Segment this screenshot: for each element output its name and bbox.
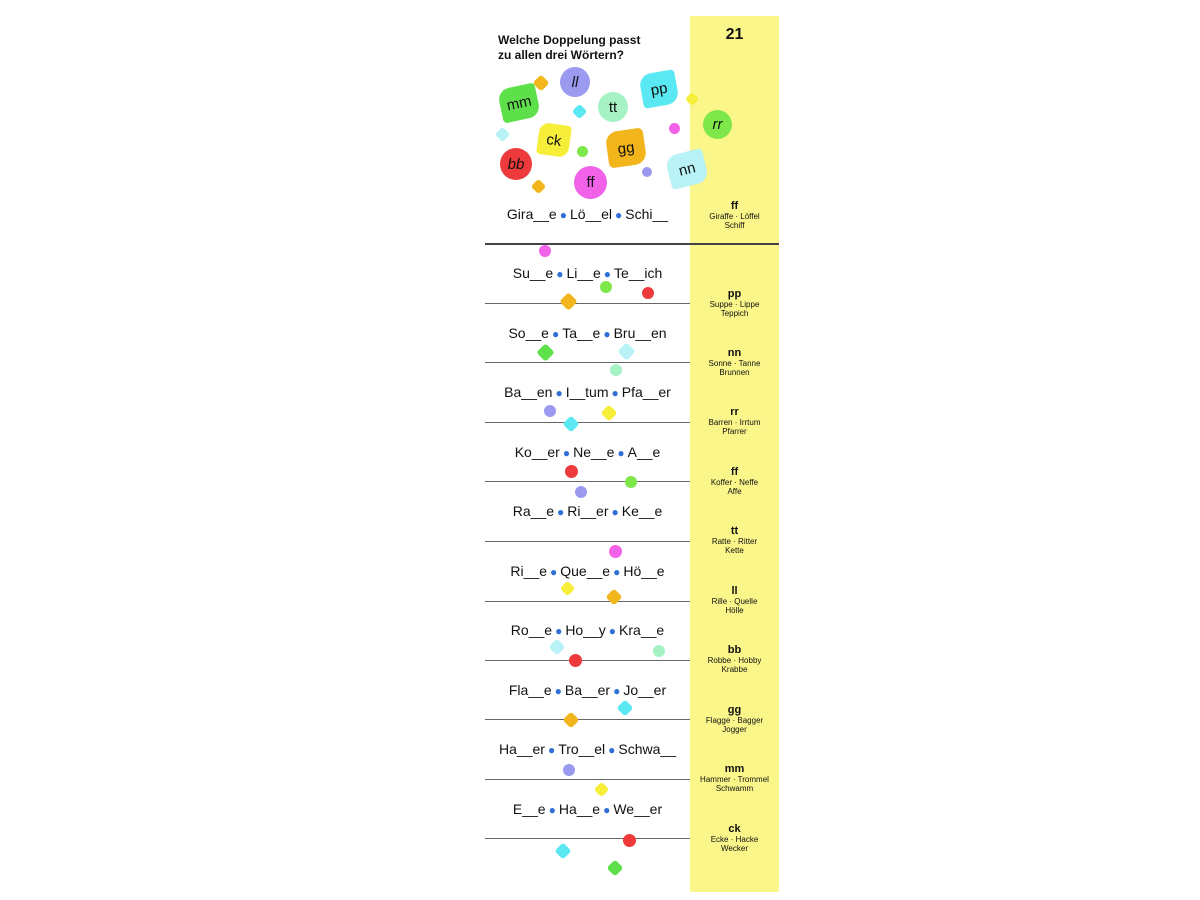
confetti-dot	[610, 364, 622, 376]
confetti-dot	[653, 645, 665, 657]
exercise-words: So__e ● Ta__e ● Bru__en	[508, 325, 667, 341]
bullet-icon: ●	[562, 446, 571, 460]
answer-line	[485, 541, 690, 542]
page-number: 21	[725, 26, 744, 43]
exercise-words: Ri__e ● Que__e ● Hö__e	[510, 563, 665, 579]
letter-pair-rr: rr	[703, 110, 732, 139]
bullet-icon: ●	[617, 446, 625, 460]
confetti-sparkle	[601, 405, 618, 422]
confetti-sparkle	[617, 700, 634, 717]
confetti-dot	[544, 405, 556, 417]
confetti-sparkle	[549, 639, 566, 656]
exercise-answer: tt Ratte · Ritter Kette	[711, 525, 758, 555]
bullet-icon: ●	[555, 386, 563, 400]
exercise-answer: rr Barren · Irrtum Pfarrer	[708, 406, 761, 436]
letter-pair-mm: mm	[497, 82, 541, 123]
exercise-words: Su__e ● Li__e ● Te__ich	[512, 265, 663, 281]
exercise-answer: mm Hammer · Trommel Schwamm	[700, 763, 769, 793]
confetti-sparkle	[560, 581, 576, 597]
exercise-words: Ba__en ● I__tum ● Pfa__er	[504, 384, 671, 400]
confetti-sparkle	[531, 179, 547, 195]
confetti-dot	[575, 486, 587, 498]
confetti-sparkle	[559, 292, 577, 310]
bullet-icon: ●	[603, 803, 611, 817]
answer-line	[485, 660, 690, 661]
answer-line	[485, 481, 690, 482]
confetti-sparkle	[606, 589, 623, 606]
letter-pair-bb: bb	[500, 148, 532, 180]
bullet-icon: ●	[551, 327, 560, 341]
bullet-icon: ●	[611, 505, 619, 519]
bullet-icon: ●	[613, 684, 621, 698]
exercise-words: Ko__er ● Ne__e ● A__e	[514, 444, 661, 460]
letter-pair-tt: tt	[598, 92, 628, 122]
confetti-dot	[577, 146, 588, 157]
answer-line	[485, 362, 690, 363]
letter-pair-gg: gg	[605, 128, 648, 169]
answer-line	[485, 719, 690, 720]
example-words: Gira__e ● Lö__el ● Schi__	[506, 206, 669, 222]
exercise-answer: nn Sonne · Tanne Brunnen	[708, 347, 761, 377]
exercise-answer: ll Rille · Quelle Hölle	[711, 585, 758, 615]
confetti-dot	[563, 764, 575, 776]
exercise-answer: bb Robbe · Hobby Krabbe	[707, 644, 762, 674]
bullet-icon: ●	[608, 743, 616, 757]
bullet-icon: ●	[554, 684, 562, 698]
bullet-icon: ●	[556, 267, 564, 281]
letter-pair-ll: ll	[560, 67, 590, 97]
exercise-words: Fla__e ● Ba__er ● Jo__er	[508, 682, 667, 698]
confetti-dot	[623, 834, 636, 847]
exercise-answer: pp Suppe · Lippe Teppich	[709, 288, 760, 318]
bullet-icon: ●	[557, 505, 565, 519]
confetti-sparkle	[607, 860, 624, 877]
confetti-sparkle	[572, 104, 588, 120]
bullet-icon: ●	[559, 208, 567, 222]
answer-line	[485, 838, 690, 839]
confetti-sparkle	[555, 843, 572, 860]
bullet-icon: ●	[603, 267, 611, 281]
bullet-icon: ●	[550, 565, 558, 579]
confetti-sparkle	[495, 127, 511, 143]
question-title: Welche Doppelung passt zu allen drei Wörtern?	[498, 33, 641, 62]
confetti-dot	[642, 167, 652, 177]
bullet-icon: ●	[603, 327, 611, 341]
bullet-icon: ●	[547, 743, 556, 757]
answer-line	[485, 303, 690, 304]
bullet-icon: ●	[611, 386, 619, 400]
example-answer: ff Giraffe · Löffel Schiff	[709, 200, 760, 230]
exercise-answer: ck Ecke · Hacke Wecker	[710, 823, 759, 853]
confetti-sparkle	[563, 712, 580, 729]
exercise-answer: ff Koffer · Neffe Affe	[710, 466, 759, 496]
answer-line	[485, 601, 690, 602]
answer-sidebar	[690, 16, 779, 892]
section-divider	[485, 243, 779, 245]
letter-pair-pp: pp	[638, 69, 679, 109]
confetti-dot	[569, 654, 582, 667]
bullet-icon: ●	[613, 565, 621, 579]
exercise-words: Ro__e ● Ho__y ● Kra__e	[510, 622, 665, 638]
exercise-card	[485, 16, 779, 892]
bullet-icon: ●	[608, 624, 617, 638]
confetti-dot	[565, 465, 578, 478]
confetti-sparkle	[617, 342, 635, 360]
confetti-dot	[539, 245, 551, 257]
exercise-answer: gg Flagge · Bagger Jogger	[705, 704, 764, 734]
confetti-dot	[600, 281, 612, 293]
bullet-icon: ●	[555, 624, 563, 638]
exercise-words: Ra__e ● Ri__er ● Ke__e	[512, 503, 663, 519]
answer-line	[485, 779, 690, 780]
confetti-sparkle	[563, 416, 580, 433]
letter-pair-ck: ck	[536, 122, 572, 158]
exercise-words: E__e ● Ha__e ● We__er	[512, 801, 663, 817]
letter-pair-nn: nn	[664, 148, 709, 190]
bullet-icon: ●	[548, 803, 556, 817]
confetti-sparkle	[594, 782, 610, 798]
confetti-dot	[625, 476, 637, 488]
confetti-dot	[669, 123, 680, 134]
letter-pair-ff: ff	[574, 166, 607, 199]
bullet-icon: ●	[615, 208, 623, 222]
confetti-sparkle	[536, 343, 554, 361]
confetti-dot	[609, 545, 622, 558]
answer-line	[485, 422, 690, 423]
confetti-dot	[642, 287, 654, 299]
exercise-words: Ha__er ● Tro__el ● Schwa__	[499, 741, 676, 757]
